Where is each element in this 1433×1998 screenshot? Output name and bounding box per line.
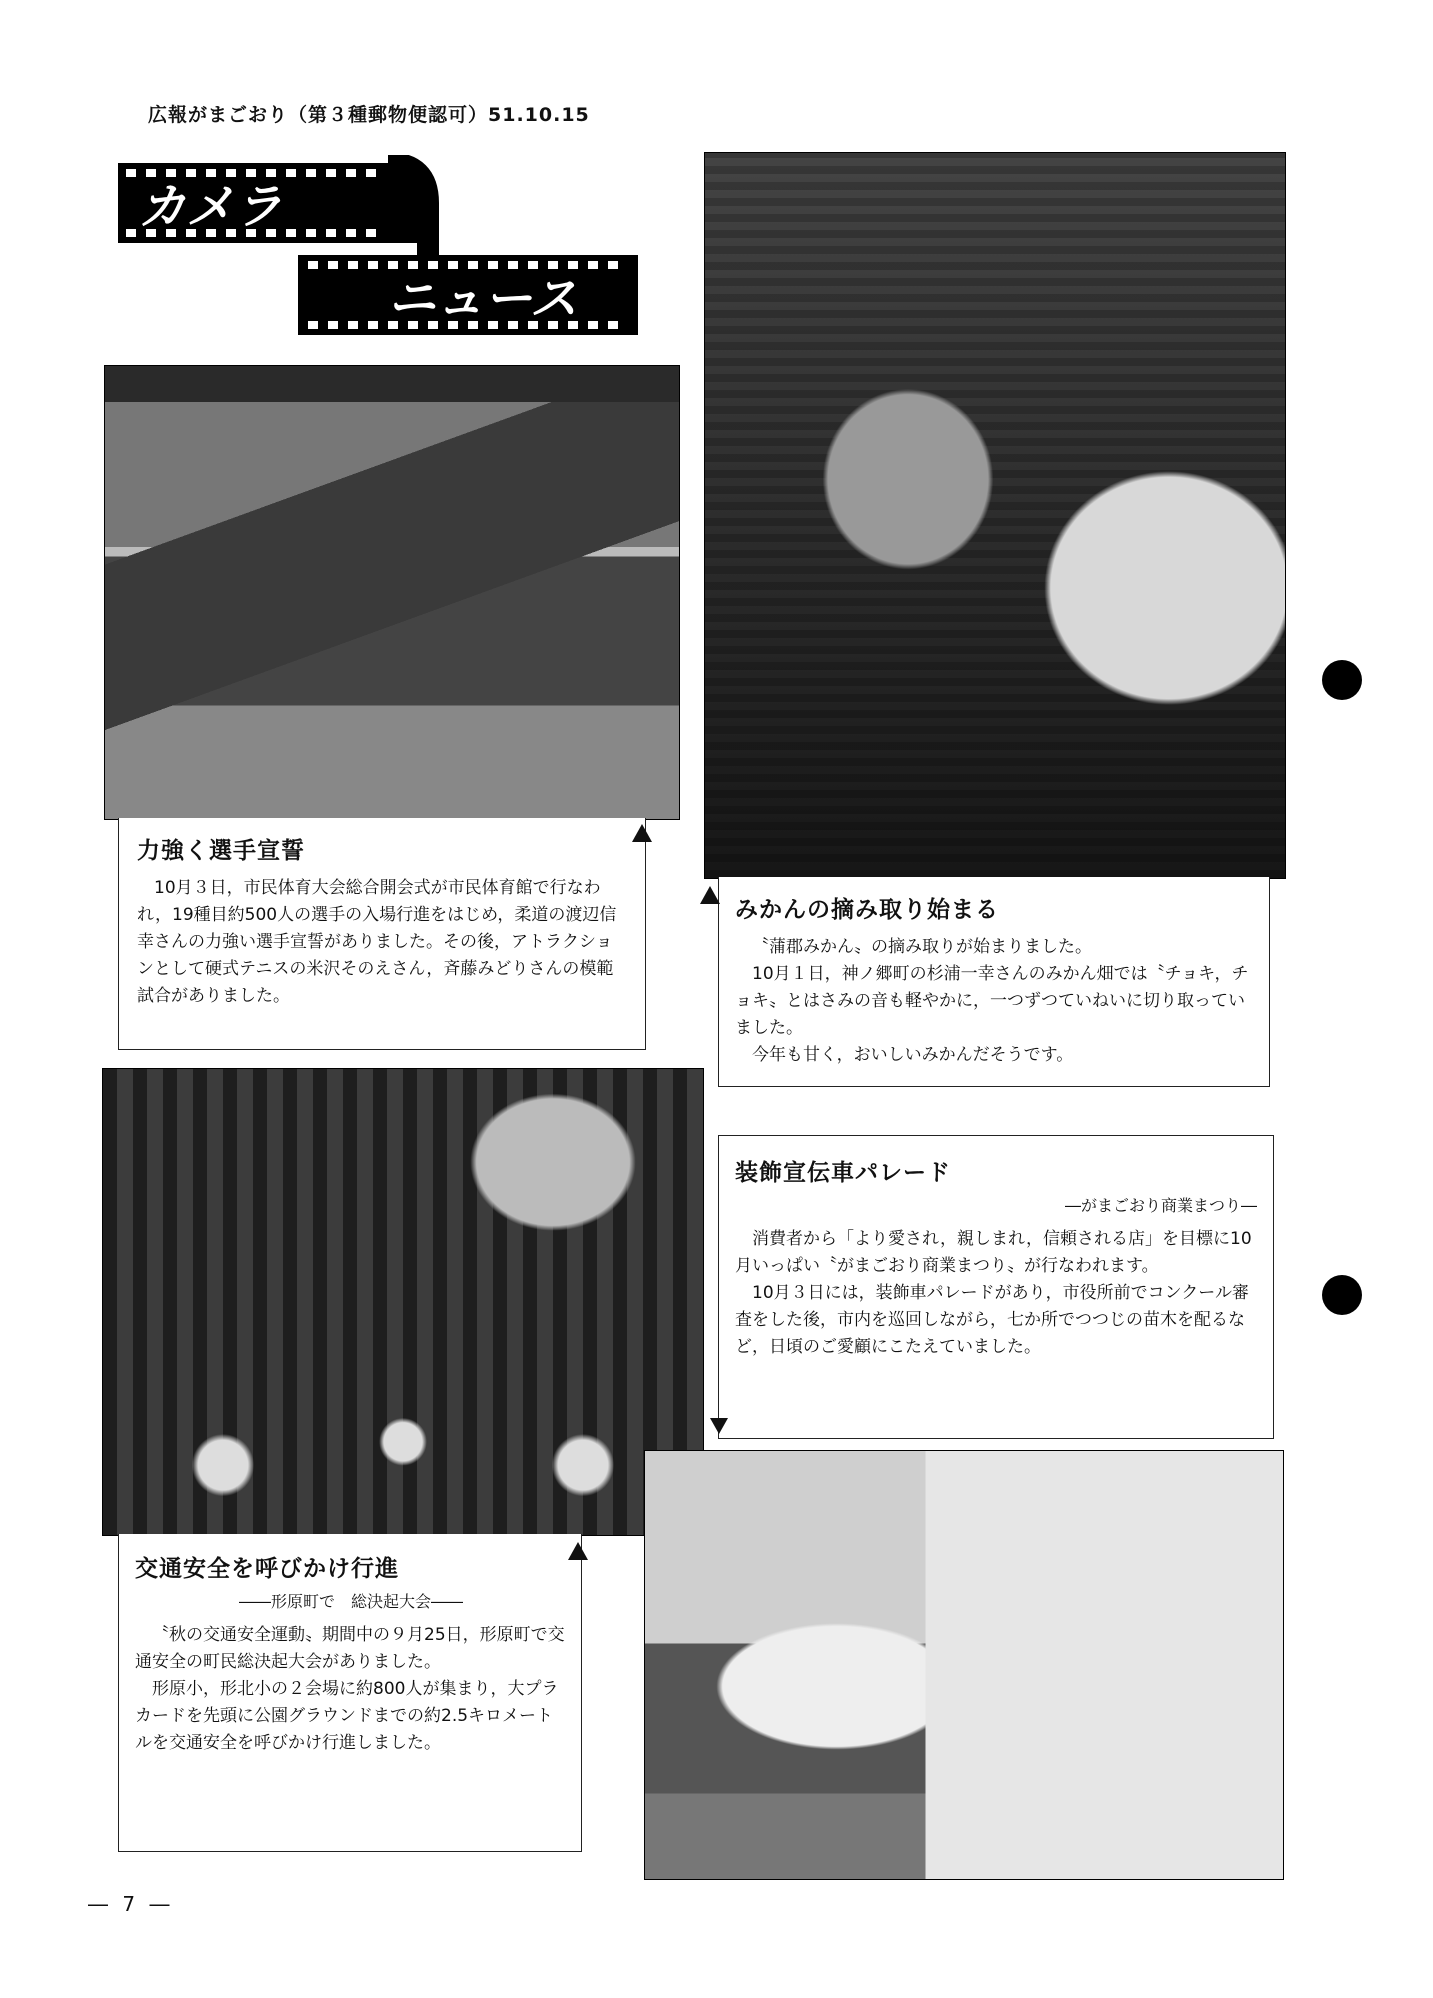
article-mikan-paragraph: 10月１日，神ノ郷町の杉浦一幸さんのみかん畑では〝チョキ，チョキ〟とはさみの音も軽やかに，一つずつていねいに切り取っていました。 [735,964,1249,1038]
article-oath-body: 10月３日，市民体育大会総合開会式が市民体育館で行なわれ，19種目約500人の選手の入場行進をはじめ，柔道の渡辺信幸さんの力強い選手宣誓がありました。その後，アトラクションとして硬式テニスの米沢そのえさん，斉藤みどりさんの模範試合がありました。 [137,878,617,1006]
caption-pointer-icon [568,1542,588,1560]
caption-pointer-icon [632,824,652,842]
article-traffic-subtitle: ――形原町で 総決起大会―― [238,1592,463,1611]
decorative-dot [1322,660,1362,700]
photo-decorated-car-parade [644,1450,1284,1880]
article-traffic-paragraph: 形原小，形北小の２会場に約800人が集まり，大プラカードを先頭に公園グラウンドまでの約2.5キロメートルを交通安全を呼びかけ行進しました。 [135,1679,559,1753]
photo-mikan-picking [704,152,1286,879]
article-traffic-safety [118,1534,582,1852]
logo-line1: カメラ [138,179,283,235]
article-parade-title: 装飾宣伝車パレード [735,1160,951,1186]
caption-pointer-icon [700,886,720,904]
article-parade-paragraph: 10月３日には，装飾車パレードがあり，市役所前でコンクール審査をした後，市内を巡回しながら，七か所でつつじの苗木を配るなど，日頃のご愛顧にこたえていました。 [735,1283,1249,1357]
article-mikan-paragraph: 今年も甘く，おいしいみかんだそうです。 [752,1045,1074,1065]
article-oath [118,818,646,1050]
caption-pointer-icon [710,1418,728,1434]
decorative-dot [1322,1275,1362,1315]
article-parade-subtitle: ―がまごおり商業まつり― [1064,1196,1257,1215]
article-parade-paragraph: 消費者から「より愛され，親しまれ，信頼される店」を目標に10月いっぱい〝がまごおり商業まつり〟が行なわれます。 [735,1229,1252,1276]
publication-header: 広報がまごおり（第３種郵物便認可）51.10.15 [148,104,590,126]
article-mikan-title: みかんの摘み取り始まる [735,897,999,923]
camera-news-logo [118,155,638,345]
article-traffic-paragraph: 〝秋の交通安全運動〟期間中の９月25日，形原町で交通安全の町民総決起大会がありました。 [135,1625,565,1672]
photo-traffic-safety-march [102,1068,704,1536]
logo-line2: ニュース [388,271,578,327]
photo-opening-ceremony [104,365,680,820]
page-number: ― 7 ― [88,1892,174,1916]
article-traffic-title: 交通安全を呼びかけ行進 [135,1556,399,1582]
article-mikan-paragraph: 〝蒲郡みかん〟の摘み取りが始まりました。 [752,937,1092,957]
article-parade [718,1135,1274,1439]
article-mikan [718,877,1270,1087]
article-oath-title: 力強く選手宣誓 [137,838,305,864]
